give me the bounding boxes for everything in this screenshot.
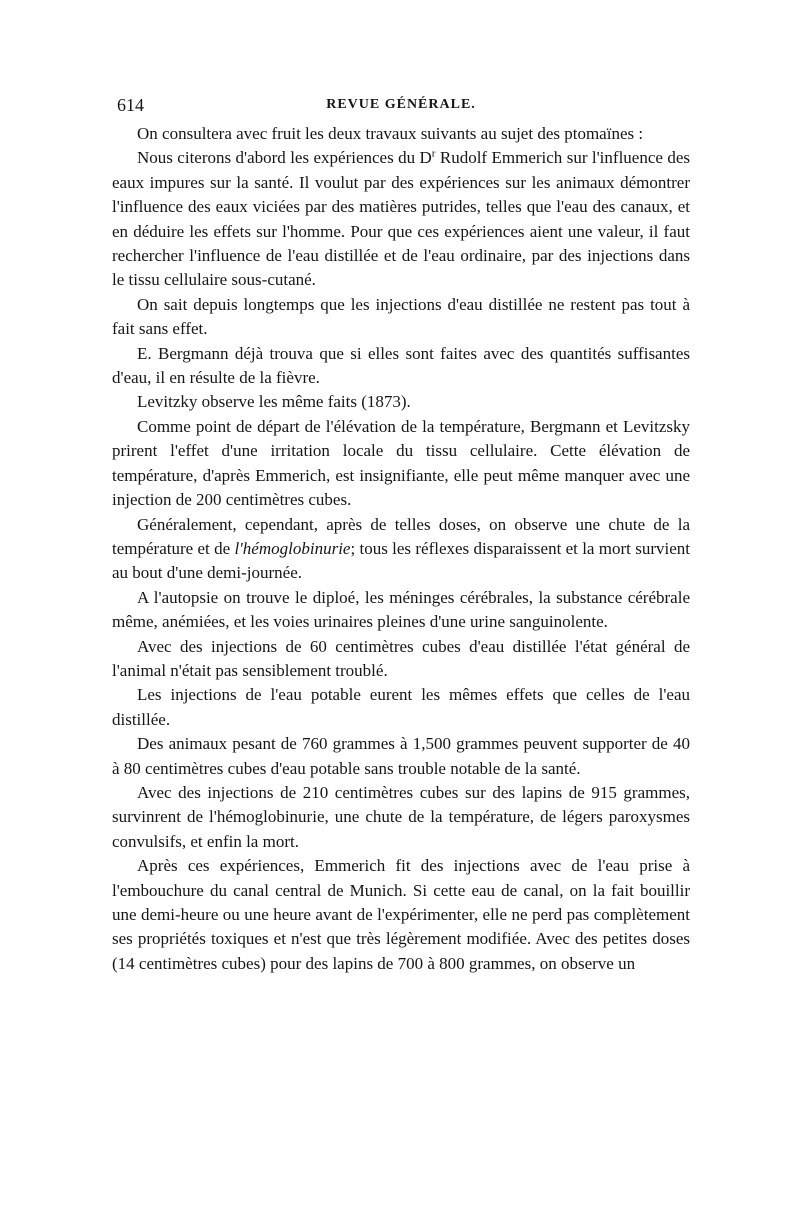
paragraph: Après ces expériences, Emmerich fit des injections avec de l'eau prise à l'embouchure du canal central de Munich. Si cette eau de canal, on la fait bouillir une demi-heure ou une heure avant de l'expérimenter, elle ne perd pas complètement ses propriétés toxiques et n'est que très légèrement modifiée. Avec des petites doses (14 centimètres cubes) pour des lapins de 700 à 800 grammes, on observe un: [112, 856, 690, 973]
paragraph: Levitzky observe les même faits (1873).: [137, 392, 411, 412]
paragraph: Généralement, cependant, après de telles doses, on observe une chute de la température et de l'hémoglobinurie; tous les réflexes disparaissent et la mort survient au bout d'une demi-journée.: [112, 514, 690, 583]
page: [112, 88, 690, 976]
body-text: [112, 122, 690, 976]
paragraph: On consultera avec fruit les deux travaux suivants au sujet des ptomaïnes :: [137, 124, 644, 143]
page-header: [112, 88, 690, 122]
paragraph: Nous citerons d'abord les expériences du $D^r$ Rudolf Emmerich sur l'influence des eaux impures sur la santé. Il voulut par des expériences sur les animaux démontrer l'influence des eaux viciées par des matières putrides, telles que l'eau des canaux, et en déduire les effets sur l'homme. Pour que ces expériences aient une valeur, il faut rechercher l'influence de l'eau distillée et de l'eau ordinaire, par des injections dans le tissu cellulaire sous-cutané.: [112, 147, 690, 290]
italic-term: l'hémoglobinurie: [234, 538, 351, 558]
superscript: r: [431, 147, 436, 160]
paragraph: Les injections de l'eau potable eurent les mêmes effets que celles de l'eau distillée.: [112, 685, 690, 729]
paragraph: Avec des injections de 60 centimètres cubes d'eau distillée l'état général de l'animal n'était pas sensiblement troublé.: [112, 636, 690, 680]
paragraph: On sait depuis longtemps que les injections d'eau distillée ne restent pas tout à fait sans effet.: [112, 294, 690, 339]
page-number: 614: [117, 95, 144, 115]
paragraph: Avec des injections de 210 centimètres cubes sur des lapins de 915 grammes, survinrent de l'hémoglobinurie, une chute de la température, de légers paroxysmes convulsifs, et enfin la mort.: [112, 782, 690, 851]
paragraph: E. Bergmann déjà trouva que si elles sont faites avec des quantités suffisantes d'eau, il en résulte de la fièvre.: [112, 343, 690, 388]
running-title: REVUE GÉNÉRALE.: [326, 97, 476, 112]
paragraph: Comme point de départ de l'élévation de la température, Bergmann et Levitzsky prirent l'effet d'une irritation locale du tissu cellulaire. Cette élévation de température, d'après Emmerich, est insignifiante, elle peut même manquer avec une injection de 200 centimètres cubes.: [112, 416, 690, 510]
paragraph: A l'autopsie on trouve le diploé, les méninges cérébrales, la substance cérébrale même, anémiées, et les voies urinaires pleines d'une urine sanguinolente.: [112, 587, 690, 632]
paragraph: Des animaux pesant de 760 grammes à 1,500 grammes peuvent supporter de 40 à 80 centimètres cubes d'eau potable sans trouble notable de la santé.: [112, 734, 690, 778]
